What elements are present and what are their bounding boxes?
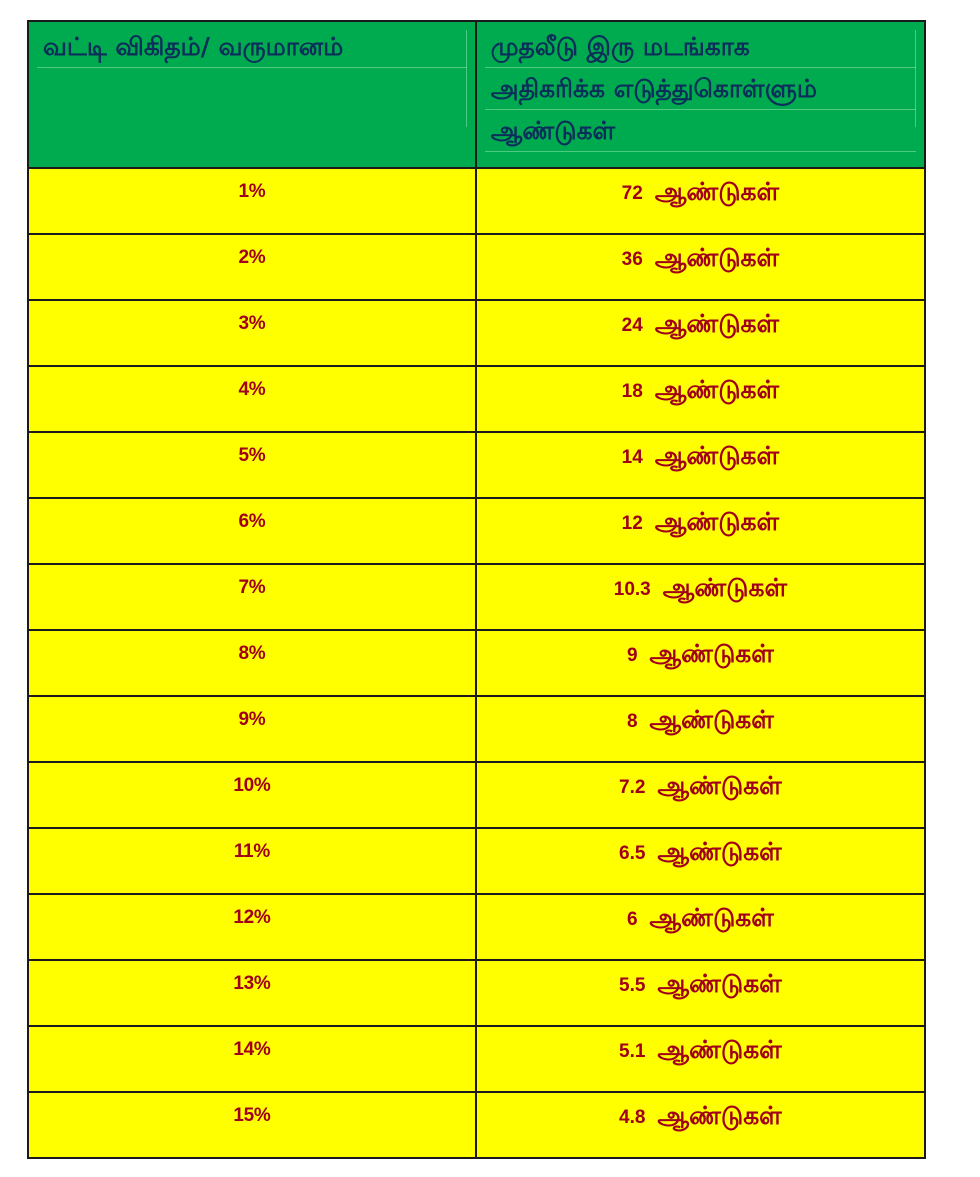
interest-rate-value: 15% [233, 1105, 271, 1126]
interest-rate-value: 9% [238, 709, 266, 730]
years-to-double [619, 1101, 782, 1134]
years-cell [476, 1092, 925, 1158]
interest-rate-value: 3% [238, 313, 266, 334]
years-to-double [627, 903, 774, 936]
table-row [28, 168, 925, 234]
years-to-double [619, 837, 782, 870]
years-value: 8 [626, 710, 638, 732]
years-to-double [622, 309, 779, 342]
table-row [28, 234, 925, 300]
years-unit-label: ஆண்டுகள் [654, 507, 780, 536]
years-unit-label: ஆண்டுகள் [654, 375, 780, 404]
header-years-to-double [476, 21, 925, 168]
rate-cell [28, 300, 476, 366]
header-interest-rate [28, 21, 476, 168]
rate-cell [28, 762, 476, 828]
years-value: 14 [621, 446, 643, 468]
interest-rate-value: 11% [233, 841, 270, 862]
years-to-double [619, 969, 782, 1002]
table-row [28, 960, 925, 1026]
rate-cell [28, 366, 476, 432]
years-unit-label: ஆண்டுகள் [662, 573, 788, 602]
years-unit-label: ஆண்டுகள் [657, 1101, 782, 1130]
years-unit-label: ஆண்டுகள் [657, 1035, 782, 1064]
table-row [28, 498, 925, 564]
years-unit-label: ஆண்டுகள் [657, 837, 782, 866]
rate-cell [28, 1092, 476, 1158]
header-years-line-2: அதிகரிக்க எடுத்துகொள்ளும் [485, 68, 916, 110]
rate-cell [28, 828, 476, 894]
header-years-line-1: முதலீடு இரு மடங்காக [485, 26, 916, 68]
years-unit-label: ஆண்டுகள் [649, 639, 774, 668]
years-unit-label: ஆண்டுகள் [649, 705, 774, 734]
years-to-double [627, 639, 774, 672]
interest-rate-value: 4% [238, 379, 266, 400]
table-row [28, 300, 925, 366]
rate-cell [28, 894, 476, 960]
table-row [28, 630, 925, 696]
rate-cell [28, 696, 476, 762]
table-row [28, 828, 925, 894]
years-unit-label: ஆண்டுகள் [657, 969, 782, 998]
years-to-double [622, 507, 779, 540]
rate-cell [28, 432, 476, 498]
interest-rate-value: 7% [238, 577, 266, 598]
years-cell [476, 366, 925, 432]
table-row [28, 432, 925, 498]
years-cell [476, 564, 925, 630]
years-to-double [622, 243, 779, 276]
table-row [28, 1026, 925, 1092]
years-cell [476, 234, 925, 300]
rate-cell [28, 630, 476, 696]
interest-rate-value: 2% [238, 247, 266, 268]
table-row [28, 564, 925, 630]
header-row [28, 21, 925, 168]
years-value: 36 [621, 248, 643, 270]
interest-rate-value: 8% [238, 643, 266, 664]
years-value: 6 [626, 908, 638, 930]
table-row [28, 762, 925, 828]
years-value: 6.5 [619, 842, 646, 864]
years-value: 9 [626, 644, 638, 666]
years-to-double [622, 441, 779, 474]
years-cell [476, 498, 925, 564]
years-to-double [614, 573, 787, 606]
years-value: 5.1 [619, 1040, 646, 1062]
years-cell [476, 630, 925, 696]
years-value: 12 [621, 512, 643, 534]
years-unit-label: ஆண்டுகள் [654, 441, 780, 470]
interest-rate-value: 14% [233, 1039, 271, 1060]
years-value: 72 [621, 182, 643, 204]
interest-rate-value: 5% [238, 445, 266, 466]
header-grid-line [466, 30, 467, 127]
table-body [28, 168, 925, 1158]
years-cell [476, 432, 925, 498]
rate-cell [28, 168, 476, 234]
rate-cell [28, 1026, 476, 1092]
years-cell [476, 828, 925, 894]
header-years-line-3: ஆண்டுகள் [485, 110, 916, 152]
years-to-double [622, 177, 779, 210]
years-cell [476, 894, 925, 960]
interest-rate-value: 1% [238, 181, 266, 202]
years-cell [476, 300, 925, 366]
years-value: 7.2 [619, 776, 646, 798]
table-row [28, 366, 925, 432]
years-cell [476, 168, 925, 234]
years-value: 18 [621, 380, 643, 402]
table-row [28, 894, 925, 960]
years-unit-label: ஆண்டுகள் [649, 903, 774, 932]
years-to-double [619, 771, 782, 804]
rule-of-72-table [27, 20, 926, 1159]
interest-rate-value: 12% [233, 907, 271, 928]
interest-rate-value: 13% [233, 973, 271, 994]
rate-cell [28, 498, 476, 564]
years-unit-label: ஆண்டுகள் [654, 243, 780, 272]
years-value: 5.5 [619, 974, 646, 996]
years-value: 10.3 [613, 578, 651, 600]
header-grid-line [915, 30, 916, 127]
years-to-double [619, 1035, 782, 1068]
years-to-double [622, 375, 779, 408]
rate-cell [28, 960, 476, 1026]
interest-rate-value: 10% [233, 775, 271, 796]
years-cell [476, 1026, 925, 1092]
table-row [28, 696, 925, 762]
interest-rate-value: 6% [238, 511, 266, 532]
years-unit-label: ஆண்டுகள் [654, 309, 780, 338]
header-interest-rate-label: வட்டி விகிதம்/ வருமானம் [37, 26, 467, 68]
years-cell [476, 960, 925, 1026]
years-value: 4.8 [619, 1106, 646, 1128]
years-to-double [627, 705, 774, 738]
years-value: 24 [621, 314, 643, 336]
table-row [28, 1092, 925, 1158]
years-cell [476, 762, 925, 828]
rate-cell [28, 234, 476, 300]
years-cell [476, 696, 925, 762]
rate-cell [28, 564, 476, 630]
years-unit-label: ஆண்டுகள் [654, 177, 780, 206]
years-unit-label: ஆண்டுகள் [657, 771, 782, 800]
